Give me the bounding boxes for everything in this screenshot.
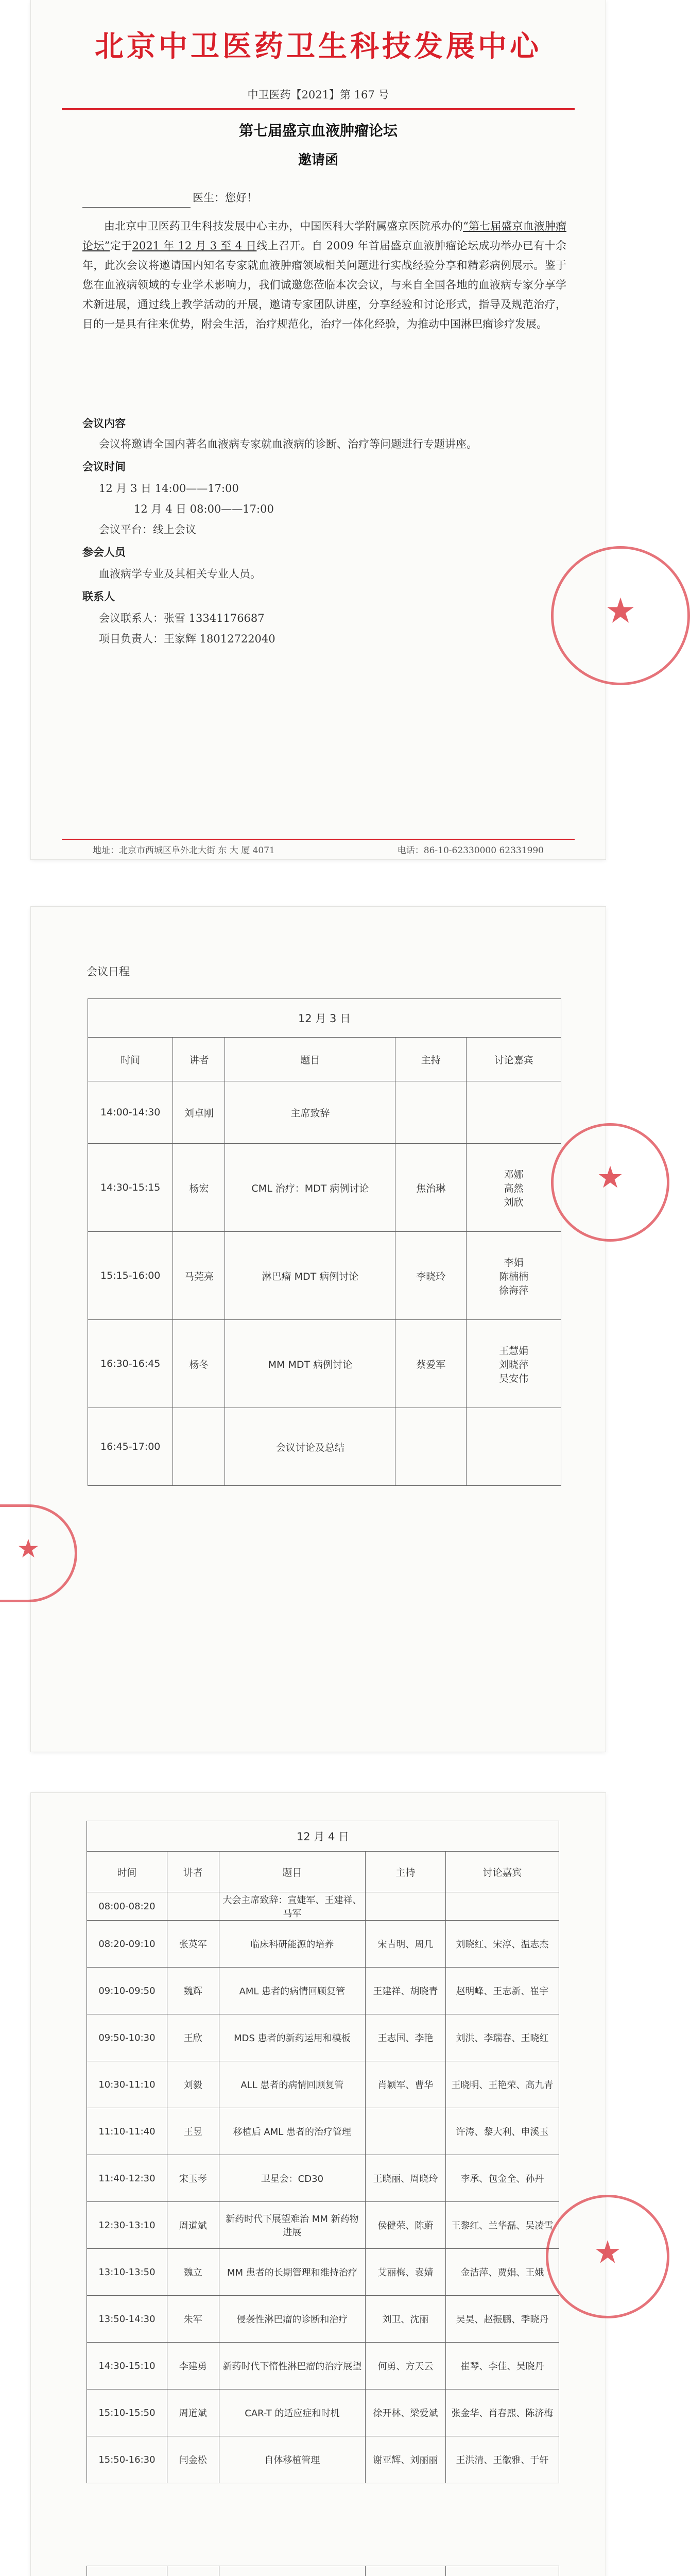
footer-address: 地址：北京市西城区阜外北大街 东 大 厦 4071 — [93, 845, 275, 856]
platform-line: 会议平台：线上会议 — [99, 523, 196, 536]
content-text: 会议将邀请全国内著名血液病专家就血液病的诊断、治疗等问题进行专题讲座。 — [99, 438, 477, 450]
forum-title: 第七届盛京血液肿瘤论坛 — [238, 122, 398, 139]
row-time: 08:20-09:10 — [87, 1921, 167, 1968]
row-speaker: 张英军 — [167, 1921, 219, 1968]
row-guests — [467, 1081, 561, 1144]
official-seal — [551, 546, 690, 685]
salutation-text: 医生：您好！ — [193, 192, 257, 204]
schedule-page-2 — [31, 1793, 620, 2576]
invitation-page — [31, 0, 634, 859]
row-chair: 徐开林、梁爱斌 — [366, 2389, 446, 2436]
row-guests: 李承、包金全、孙丹 — [445, 2155, 559, 2202]
table-row — [87, 2155, 559, 2202]
table-row — [87, 2296, 559, 2343]
seal-star: ★ — [18, 1536, 39, 1562]
row-guests: 王晓明、王艳荣、高九青 — [445, 2061, 559, 2108]
col-guests: 讨论嘉宾 — [445, 1852, 559, 1892]
row-topic: 自体移植管理 — [219, 2436, 365, 2483]
row-guests: 刘洪、李瑞春、王晓红 — [445, 2014, 559, 2061]
day1-title: 12 月 3 日 — [88, 999, 561, 1038]
table-row — [87, 2249, 559, 2296]
row-chair: 宋吉明、周几 — [366, 1921, 446, 1968]
table-row — [88, 1408, 561, 1486]
recipient-blank — [82, 207, 191, 208]
row-topic: CML 治疗：MDT 病例讨论 — [225, 1144, 395, 1232]
col-guests: 讨论嘉宾 — [467, 1038, 561, 1081]
row-time — [87, 2566, 167, 2576]
schedule-label: 会议日程 — [87, 965, 130, 978]
row-guests: 张金华、肖春熙、陈济梅 — [445, 2389, 559, 2436]
row-topic: ALL 患者的病情回顾复管 — [219, 2061, 365, 2108]
participants-text: 血液病学专业及其相关专业人员。 — [99, 568, 261, 580]
row-guests: 金洁萍、贾娟、王娥 — [445, 2249, 559, 2296]
row-chair: 谢亚辉、刘丽丽 — [366, 2436, 446, 2483]
row-time: 09:50-10:30 — [87, 2014, 167, 2061]
invitation-title: 邀请函 — [298, 152, 338, 168]
row-chair: 肖颖军、曹华 — [366, 2061, 446, 2108]
row-time: 16:45-17:00 — [88, 1408, 173, 1486]
row-topic: 新药时代下惰性淋巴瘤的治疗展望 — [219, 2343, 365, 2389]
contact-line-2: 项目负责人：王家辉 18012722040 — [99, 633, 275, 645]
row-topic: 临床科研能源的培养 — [219, 1921, 365, 1968]
forum-name-underlined: “第七届盛京血液肿瘤论坛” — [82, 220, 566, 252]
col-topic: 题目 — [219, 1852, 365, 1892]
salutation — [82, 188, 566, 208]
row-speaker: 王昱 — [167, 2108, 219, 2155]
seal-star: ★ — [607, 593, 634, 629]
row-speaker — [167, 1892, 219, 1921]
table-row — [88, 1081, 561, 1144]
row-speaker: 宋玉琴 — [167, 2155, 219, 2202]
official-seal-partial — [0, 1504, 77, 1602]
footer-phone: 电话：86-10-62330000 62331990 — [397, 845, 544, 856]
row-time: 14:30-15:10 — [87, 2343, 167, 2389]
row-speaker — [173, 1408, 225, 1486]
table-row — [87, 2343, 559, 2389]
intro-paragraph — [82, 216, 566, 334]
col-time: 时间 — [88, 1038, 173, 1081]
table-row — [88, 1144, 561, 1232]
row-speaker: 杨冬 — [173, 1320, 225, 1408]
document-number: 中卫医药【2021】第 167 号 — [247, 89, 389, 101]
row-guests — [445, 1892, 559, 1921]
row-speaker: 闫金松 — [167, 2436, 219, 2483]
row-time: 11:40-12:30 — [87, 2155, 167, 2202]
row-time: 11:10-11:40 — [87, 2108, 167, 2155]
schedule-page-1 — [18, 907, 623, 1752]
table-row — [87, 2202, 559, 2249]
row-speaker: 朱军 — [167, 2296, 219, 2343]
official-seal — [551, 1123, 669, 1242]
row-guests: 王慧娟 刘晓萍 吴安伟 — [467, 1320, 561, 1408]
table-row — [87, 2108, 559, 2155]
table-row — [87, 2061, 559, 2108]
footer-address-bar — [62, 839, 575, 856]
row-chair: 王建祥、胡晓青 — [366, 1968, 446, 2014]
row-time: 12:30-13:10 — [87, 2202, 167, 2249]
row-topic: MDS 患者的新药运用和模板 — [219, 2014, 365, 2061]
row-topic: 主席致辞 — [225, 1081, 395, 1144]
time-line-2: 12 月 4 日 08:00——17:00 — [134, 503, 274, 515]
row-topic — [219, 2566, 365, 2576]
row-guests: 王洪清、王徽雅、于轩 — [445, 2436, 559, 2483]
row-topic: CAR-T 的适应症和时机 — [219, 2389, 365, 2436]
header-rule — [62, 108, 575, 110]
table-row — [88, 1320, 561, 1408]
row-speaker: 周道斌 — [167, 2202, 219, 2249]
intro-text-3: 线上召开。自 2009 年首届盛京血液肿瘤论坛成功举办已有十余年，此次会议将邀请国内知名专家就血液肿瘤领域相关问题进行实战经验分享和精彩病例展示。鉴于您在血液病领域的专业学术影响力，我们诚邀您莅临本次会议，与来自全国各地的血液病专家分享学术新进展，通过线上教学活动的开展，邀请专家团队讲座，分享经验和讨论形式，指导及规范治疗，目的一是具有往来优势，附会生活，治疗规范化，治疗一体化经验，为推动中国淋巴瘤诊疗发展。 — [82, 240, 566, 330]
row-time: 13:50-14:30 — [87, 2296, 167, 2343]
col-chair: 主持 — [395, 1038, 467, 1081]
row-speaker: 刘卓刚 — [173, 1081, 225, 1144]
row-chair — [366, 1892, 446, 1921]
table-row — [87, 2014, 559, 2061]
row-speaker: 魏辉 — [167, 1968, 219, 2014]
day2-title: 12 月 4 日 — [87, 1821, 559, 1852]
row-time: 15:50-16:30 — [87, 2436, 167, 2483]
row-chair — [395, 1408, 467, 1486]
row-chair: 焦治琳 — [395, 1144, 467, 1232]
row-topic: MM MDT 病例讨论 — [225, 1320, 395, 1408]
day2-closing-table — [87, 2566, 559, 2576]
seal-star: ★ — [598, 1162, 623, 1193]
row-chair: 艾丽梅、袁婧 — [366, 2249, 446, 2296]
row-speaker: 周道斌 — [167, 2389, 219, 2436]
row-chair: 侯健荣、陈蔚 — [366, 2202, 446, 2249]
row-speaker: 刘毅 — [167, 2061, 219, 2108]
row-time: 08:00-08:20 — [87, 1892, 167, 1921]
row-speaker: 李建勇 — [167, 2343, 219, 2389]
contact-heading: 联系人 — [82, 590, 115, 603]
table-row — [87, 2566, 559, 2576]
table-row — [87, 1968, 559, 2014]
row-guests: 吴昊、赵振鹏、季晓丹 — [445, 2296, 559, 2343]
table-row — [87, 1892, 559, 1921]
row-guests: 赵明峰、王志新、崔宇 — [445, 1968, 559, 2014]
row-guests: 李娟 陈楠楠 徐海萍 — [467, 1232, 561, 1320]
row-guests — [467, 1408, 561, 1486]
time-line-1: 12 月 3 日 14:00——17:00 — [99, 482, 239, 495]
row-speaker: 魏立 — [167, 2249, 219, 2296]
seal-star: ★ — [595, 2235, 620, 2268]
org-name: 北京中卫医药卫生科技发展中心 — [95, 30, 542, 63]
row-topic: 新药时代下展望难治 MM 新药物进展 — [219, 2202, 365, 2249]
row-speaker: 马莞亮 — [173, 1232, 225, 1320]
row-topic: 大会主席致辞：宣婕军、王建祥、马军 — [219, 1892, 365, 1921]
row-time: 10:30-11:10 — [87, 2061, 167, 2108]
intro-text-1: 由北京中卫医药卫生科技发展中心主办，中国医科大学附属盛京医院承办的 — [104, 220, 463, 232]
row-speaker: 王欣 — [167, 2014, 219, 2061]
row-topic: 移植后 AML 患者的治疗管理 — [219, 2108, 365, 2155]
row-time: 15:15-16:00 — [88, 1232, 173, 1320]
row-chair: 刘卫、沈丽 — [366, 2296, 446, 2343]
row-time: 09:10-09:50 — [87, 1968, 167, 2014]
row-topic: AML 患者的病情回顾复管 — [219, 1968, 365, 2014]
day2-schedule-table — [87, 1821, 559, 2483]
participants-heading: 参会人员 — [82, 546, 126, 558]
row-topic: 会议讨论及总结 — [225, 1408, 395, 1486]
row-time: 13:10-13:50 — [87, 2249, 167, 2296]
table-row — [88, 1232, 561, 1320]
row-time: 16:30-16:45 — [88, 1320, 173, 1408]
col-speaker: 讲者 — [173, 1038, 225, 1081]
row-chair — [366, 2566, 446, 2576]
table-row — [87, 2389, 559, 2436]
row-chair — [366, 2108, 446, 2155]
row-chair: 何勇、方天云 — [366, 2343, 446, 2389]
official-seal — [546, 2195, 669, 2318]
col-chair: 主持 — [366, 1852, 446, 1892]
contact-line-1: 会议联系人：张雪 13341176687 — [99, 612, 265, 624]
day1-schedule-table — [88, 998, 561, 1486]
intro-text-2: 定于 — [110, 240, 132, 252]
row-chair — [395, 1081, 467, 1144]
row-guests: 崔琴、李佳、吴晓丹 — [445, 2343, 559, 2389]
time-heading: 会议时间 — [82, 461, 126, 473]
row-topic: 卫星会：CD30 — [219, 2155, 365, 2202]
row-chair: 王晓丽、周晓玲 — [366, 2155, 446, 2202]
row-chair: 李晓玲 — [395, 1232, 467, 1320]
col-topic: 题目 — [225, 1038, 395, 1081]
row-speaker: 杨宏 — [173, 1144, 225, 1232]
row-chair: 王志国、李艳 — [366, 2014, 446, 2061]
row-topic: 淋巴瘤 MDT 病例讨论 — [225, 1232, 395, 1320]
row-time: 14:00-14:30 — [88, 1081, 173, 1144]
row-guests: 刘晓红、宋淳、温志杰 — [445, 1921, 559, 1968]
row-guests — [445, 2566, 559, 2576]
table-row — [87, 2436, 559, 2483]
col-speaker: 讲者 — [167, 1852, 219, 1892]
row-speaker — [167, 2566, 219, 2576]
row-guests: 王黎红、兰华磊、吴凌雪 — [445, 2202, 559, 2249]
row-guests: 邓娜 高然 刘欣 — [467, 1144, 561, 1232]
row-topic: 侵袭性淋巴瘤的诊断和治疗 — [219, 2296, 365, 2343]
day2-rows — [87, 1892, 559, 2483]
col-time: 时间 — [87, 1852, 167, 1892]
row-chair: 蔡爱军 — [395, 1320, 467, 1408]
forum-date-underlined: 2021 年 12 月 3 至 4 日 — [132, 240, 257, 252]
row-time: 14:30-15:15 — [88, 1144, 173, 1232]
row-time: 15:10-15:50 — [87, 2389, 167, 2436]
row-guests: 许涛、黎大利、申溪玉 — [445, 2108, 559, 2155]
row-topic: MM 患者的长期管理和维持治疗 — [219, 2249, 365, 2296]
table-row — [87, 1921, 559, 1968]
content-heading: 会议内容 — [82, 417, 126, 430]
